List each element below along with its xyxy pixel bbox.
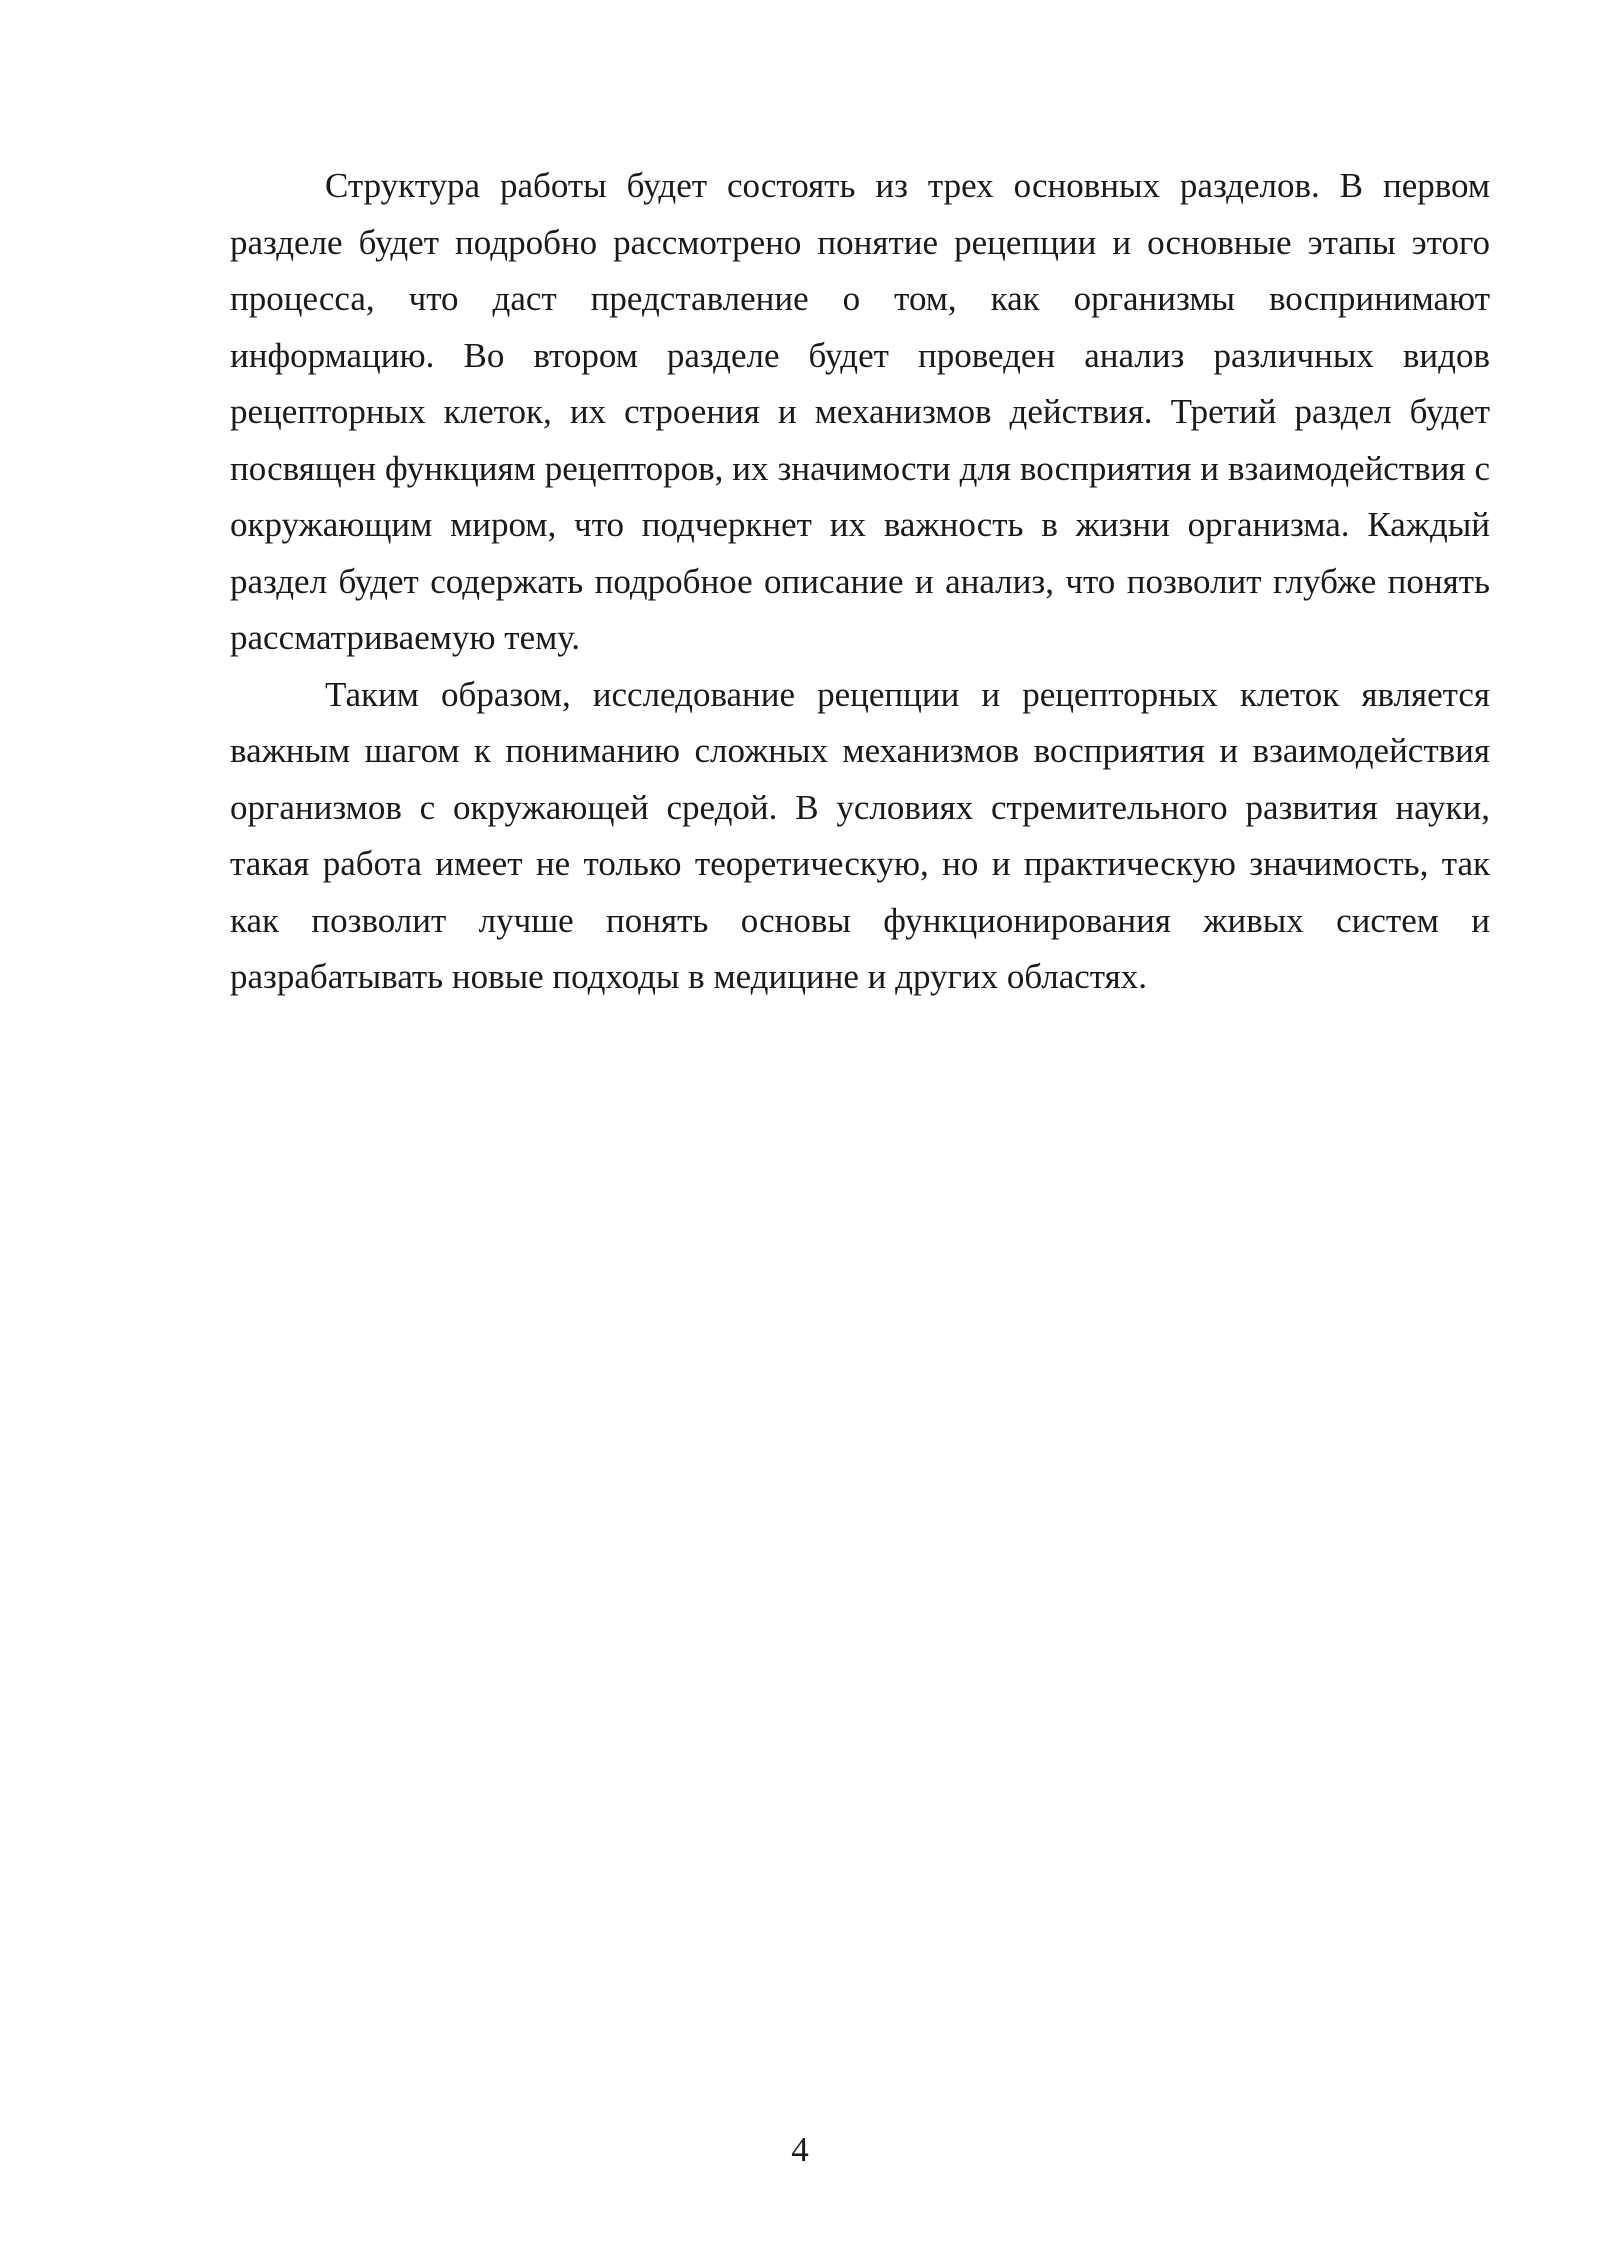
page-number: 4 <box>791 2130 809 2169</box>
paragraph-conclusion: Таким образом, исследование рецепции и рецепторных клеток является важным шагом к пониманию сложных механизмов восприятия и взаимодействия организмов с окружающей средой. В условиях стремительного развития науки, такая работа имеет не только теоретическую, но и практическую значимость, так как позволит лучше понять основы функционирования живых систем и разрабатывать новые подходы в медицине и других областях. <box>230 674 1490 996</box>
body-text <box>230 158 1490 1006</box>
paragraph-structure: Структура работы будет состоять из трех основных разделов. В первом разделе будет подробно рассмотрено понятие рецепции и основные этапы этого процесса, что даст представление о том, как организмы воспринимают информацию. Во втором разделе будет проведен анализ различных видов рецепторных клеток, их строения и механизмов действия. Третий раздел будет посвящен функциям рецепторов, их значимости для восприятия и взаимодействия с окружающим миром, что подчеркнет их важность в жизни организма. Каждый раздел будет содержать подробное описание и анализ, что позволит глубже понять рассматриваемую тему. <box>230 166 1490 657</box>
